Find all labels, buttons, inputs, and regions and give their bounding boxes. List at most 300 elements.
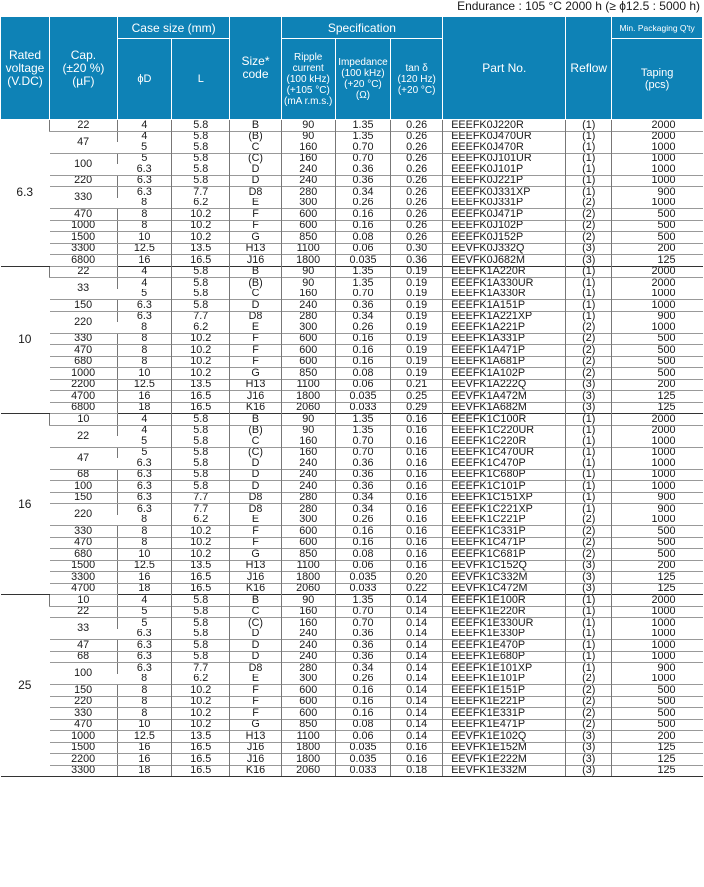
cell-taping: 2000 — [612, 278, 703, 289]
cell-phi-d: 8 — [117, 526, 171, 538]
table-row — [1, 131, 703, 142]
cell-length: 7.7 — [172, 504, 230, 515]
cell-ripple-current: 600 — [281, 220, 335, 232]
cell-part-no: EEEFK1C471P — [443, 537, 566, 549]
cell-length: 5.8 — [172, 289, 230, 300]
cell-part-no: EEVFK1C472M — [443, 583, 566, 595]
cell-ripple-current: 1800 — [281, 572, 335, 584]
cell-part-no: EEEFK0J102P — [443, 220, 566, 232]
cell-part-no: EEEFK1C151XP — [443, 492, 566, 504]
cell-part-no: EEEFK1A471P — [443, 345, 566, 357]
cell-part-no: EEEFK1A151P — [443, 300, 566, 312]
cell-reflow: (2) — [566, 232, 612, 244]
cell-phi-d: 12.5 — [117, 731, 171, 743]
cell-reflow: (1) — [566, 481, 612, 493]
cell-size-code: D — [230, 469, 281, 481]
cell-tan-delta: 0.16 — [391, 549, 443, 561]
cell-taping: 900 — [612, 663, 703, 674]
cell-ripple-current: 1800 — [281, 742, 335, 754]
cell-size-code: B — [230, 595, 281, 607]
cell-phi-d: 8 — [117, 696, 171, 708]
cell-length: 5.8 — [172, 164, 230, 175]
cell-ripple-current: 160 — [281, 447, 335, 458]
cell-length: 10.2 — [172, 719, 230, 731]
cell-part-no: EEVFK0J332Q — [443, 243, 566, 255]
header-text: (±20 %) — [62, 60, 105, 75]
cell-capacitance: 330 — [50, 708, 118, 720]
header-taping — [612, 39, 703, 120]
cell-part-no: EEEFK1E100R — [443, 595, 566, 607]
cell-capacitance: 22 — [50, 425, 118, 447]
cell-size-code: K16 — [230, 583, 281, 595]
cell-part-no: EEEFK1E470P — [443, 640, 566, 652]
cell-taping: 1000 — [612, 640, 703, 652]
cell-tan-delta: 0.19 — [391, 368, 443, 380]
cell-taping: 500 — [612, 708, 703, 720]
cell-part-no: EEEFK1E331P — [443, 708, 566, 720]
cell-part-no: EEEFK0J220R — [443, 120, 566, 132]
cell-length: 5.8 — [172, 436, 230, 447]
cell-length: 5.8 — [172, 640, 230, 652]
cell-phi-d: 6.3 — [117, 481, 171, 493]
cell-ripple-current: 2060 — [281, 765, 335, 777]
cell-phi-d: 8 — [141, 197, 148, 209]
cell-impedance: 0.34 — [335, 187, 390, 198]
cell-ripple-current: 600 — [281, 708, 335, 720]
cell-impedance: 1.35 — [335, 131, 390, 142]
cell-capacitance: 220 — [50, 504, 118, 526]
cell-capacitance: 4700 — [50, 391, 118, 403]
table-row — [1, 560, 703, 572]
cell-reflow: (1) — [566, 164, 612, 175]
cell-impedance: 0.035 — [335, 754, 390, 766]
cell-size-code: G — [230, 232, 281, 244]
cell-part-no: EEEFK0J101P — [443, 164, 566, 175]
table-row — [1, 333, 703, 345]
cell-tan-delta: 0.16 — [391, 537, 443, 549]
cell-ripple-current: 90 — [281, 595, 335, 607]
cell-ripple-current: 280 — [281, 311, 335, 322]
cell-ripple-current: 850 — [281, 549, 335, 561]
cell-length: 10.2 — [172, 333, 230, 345]
cell-capacitance: 1000 — [50, 731, 118, 743]
cell-taping: 2000 — [612, 595, 703, 607]
cell-part-no: EEEFK0J331XP — [443, 187, 566, 198]
cell-tan-delta: 0.14 — [391, 719, 443, 731]
cell-phi-d: 8 — [117, 685, 171, 697]
cell-taping: 200 — [612, 243, 703, 255]
cell-length: 10.2 — [172, 368, 230, 380]
cell-size-code: F — [230, 537, 281, 549]
cell-tan-delta: 0.26 — [391, 142, 443, 153]
cell-capacitance: 1500 — [50, 232, 118, 244]
cell-phi-d: 8 — [117, 356, 171, 368]
cell-size-code: D — [230, 629, 281, 640]
cell-capacitance: 68 — [50, 469, 118, 481]
table-row — [1, 537, 703, 549]
cell-taping: 500 — [612, 537, 703, 549]
cell-size-code: D — [230, 164, 281, 175]
cell-ripple-current: 240 — [281, 175, 335, 187]
cell-reflow: (2) — [566, 537, 612, 549]
cell-tan-delta: 0.26 — [391, 220, 443, 232]
cell-ripple-current: 280 — [281, 504, 335, 515]
table-row — [1, 663, 703, 674]
cell-capacitance: 10 — [50, 595, 118, 607]
cell-phi-d: 6.3 — [117, 651, 171, 663]
cell-ripple-current: 240 — [281, 164, 335, 175]
cell-part-no: EEEFK1E101XP — [443, 663, 566, 674]
cell-tan-delta: 0.19 — [391, 300, 443, 312]
cell-taping: 1000 — [612, 300, 703, 312]
cell-impedance: 0.36 — [335, 300, 390, 312]
cell-impedance: 0.70 — [335, 153, 390, 164]
cell-phi-d: 8 — [117, 220, 171, 232]
cell-capacitance: 680 — [50, 549, 118, 561]
header-phi-d: ϕD — [117, 39, 171, 120]
cell-length: 16.5 — [172, 583, 230, 595]
cell-part-no: EEVFK1C152Q — [443, 560, 566, 572]
cell-ripple-current: 850 — [281, 232, 335, 244]
table-row — [1, 255, 703, 267]
cell-impedance: 0.16 — [335, 537, 390, 549]
cell-taping: 2000 — [612, 131, 703, 142]
cell-ripple-current: 90 — [281, 131, 335, 142]
cell-taping: 200 — [612, 379, 703, 391]
cell-capacitance: 47 — [50, 131, 118, 153]
cell-reflow: (3) — [566, 731, 612, 743]
cell-size-code: D8 — [230, 492, 281, 504]
cell-phi-d: 6.3 — [117, 492, 171, 504]
cell-ripple-current: 600 — [281, 345, 335, 357]
table-row — [1, 549, 703, 561]
cell-phi-d: 6.3 — [117, 300, 171, 312]
cell-taping: 1000 — [612, 458, 703, 469]
cell-taping: 500 — [612, 526, 703, 538]
cell-impedance: 0.08 — [335, 719, 390, 731]
header-tan-delta — [391, 39, 443, 120]
cell-capacitance: 4700 — [50, 583, 118, 595]
cell-capacitance: 3300 — [50, 572, 118, 584]
cell-part-no: EEEFK1C221XP — [443, 504, 566, 515]
cell-reflow: (1) — [566, 447, 612, 458]
cell-taping: 1000 — [612, 142, 703, 153]
cell-taping: 500 — [612, 209, 703, 221]
cell-impedance: 1.35 — [335, 278, 390, 289]
cell-part-no: EEEFK1A102P — [443, 368, 566, 380]
cell-length: 6.2 — [172, 674, 230, 685]
cell-phi-d: 8 — [117, 708, 171, 720]
cell-impedance: 0.16 — [335, 333, 390, 345]
cell-length: 5.8 — [172, 425, 230, 436]
cell-tan-delta: 0.25 — [391, 391, 443, 403]
cell-taping: 1000 — [612, 674, 703, 685]
cell-size-code: K16 — [230, 765, 281, 777]
cell-ripple-current: 850 — [281, 368, 335, 380]
cell-phi-d: 4 — [117, 131, 171, 142]
cell-rated-voltage: 6.3 — [1, 120, 50, 267]
cell-taping: 125 — [612, 255, 703, 267]
cell-length: 5.8 — [172, 481, 230, 493]
cell-part-no: EEVFK1C332M — [443, 572, 566, 584]
cell-reflow: (2) — [566, 674, 612, 685]
cell-reflow: (1) — [566, 436, 612, 447]
cell-reflow: (2) — [566, 708, 612, 720]
cell-taping: 1000 — [612, 175, 703, 187]
table-row — [1, 651, 703, 663]
cell-impedance: 0.16 — [335, 526, 390, 538]
cell-impedance: 0.06 — [335, 731, 390, 743]
cell-tan-delta: 0.20 — [391, 572, 443, 584]
cell-tan-delta: 0.16 — [391, 754, 443, 766]
header-text: Taping — [640, 67, 674, 79]
cell-part-no: EEEFK0J152P — [443, 232, 566, 244]
cell-part-no: EEEFK1A220R — [443, 266, 566, 278]
cell-phi-d: 18 — [117, 765, 171, 777]
cell-phi-d: 12.5 — [117, 379, 171, 391]
header-text: voltage — [5, 60, 45, 75]
header-text: Size* — [241, 54, 270, 68]
cell-taping: 1000 — [612, 322, 703, 333]
cell-size-code: D — [230, 300, 281, 312]
cell-tan-delta: 0.16 — [391, 515, 443, 526]
cell-taping: 1000 — [612, 651, 703, 663]
cell-taping: 2000 — [612, 414, 703, 426]
table-row — [1, 175, 703, 187]
cell-size-code: C — [230, 436, 281, 447]
cell-size-code: D8 — [230, 504, 281, 515]
cell-length: 5.8 — [172, 469, 230, 481]
cell-phi-d: 5 — [117, 606, 171, 618]
cell-phi-d: 8 — [117, 333, 171, 345]
cell-capacitance: 470 — [50, 719, 118, 731]
cell-tan-delta: 0.16 — [391, 560, 443, 572]
cell-tan-delta: 0.16 — [391, 526, 443, 538]
cell-capacitance: 470 — [50, 537, 118, 549]
cell-taping: 500 — [612, 719, 703, 731]
header-reflow: Reflow — [566, 17, 612, 120]
cell-tan-delta: 0.16 — [391, 425, 443, 436]
cell-taping: 500 — [612, 232, 703, 244]
cell-reflow: (1) — [566, 504, 612, 515]
cell-tan-delta: 0.26 — [391, 175, 443, 187]
cell-ripple-current: 2060 — [281, 583, 335, 595]
cell-size-code: H13 — [230, 560, 281, 572]
cell-length: 7.7 — [172, 492, 230, 504]
capacitor-spec-table-wrapper — [0, 16, 703, 777]
cell-part-no: EEEFK1E471P — [443, 719, 566, 731]
cell-reflow: (3) — [566, 583, 612, 595]
cell-impedance: 0.36 — [335, 481, 390, 493]
cell-tan-delta: 0.14 — [391, 629, 443, 640]
cell-ripple-current: 240 — [281, 469, 335, 481]
cell-impedance: 0.70 — [335, 289, 390, 300]
cell-tan-delta: 0.16 — [391, 469, 443, 481]
cell-impedance: 0.08 — [335, 232, 390, 244]
cell-tan-delta: 0.26 — [391, 153, 443, 164]
cell-taping: 500 — [612, 220, 703, 232]
cell-phi-d: 6.3 — [117, 175, 171, 187]
cell-ripple-current: 160 — [281, 436, 335, 447]
cell-length: 7.7 — [172, 663, 230, 674]
cell-reflow: (1) — [566, 266, 612, 278]
cell-reflow: (2) — [566, 333, 612, 345]
cell-reflow: (3) — [566, 572, 612, 584]
cell-ripple-current: 1100 — [281, 560, 335, 572]
header-text: (120 Hz) — [397, 73, 436, 85]
cell-impedance: 0.16 — [335, 685, 390, 697]
cell-length: 16.5 — [172, 572, 230, 584]
cell-ripple-current: 1100 — [281, 379, 335, 391]
table-row — [1, 447, 703, 458]
cell-length: 5.8 — [172, 120, 230, 132]
cell-ripple-current: 1100 — [281, 731, 335, 743]
cell-taping: 125 — [612, 742, 703, 754]
cell-taping: 500 — [612, 549, 703, 561]
cell-ripple-current: 240 — [281, 651, 335, 663]
cell-phi-d: 10 — [117, 719, 171, 731]
cell-capacitance: 2200 — [50, 754, 118, 766]
header-size-code — [230, 17, 281, 120]
cell-tan-delta: 0.19 — [391, 333, 443, 345]
cell-size-code: B — [230, 414, 281, 426]
cell-capacitance: 1500 — [50, 742, 118, 754]
table-row — [1, 243, 703, 255]
cell-length: 5.8 — [172, 595, 230, 607]
cell-size-code: H13 — [230, 379, 281, 391]
cell-taping: 1000 — [612, 198, 703, 209]
cell-capacitance: 3300 — [50, 243, 118, 255]
cell-part-no: EEEFK1C470UR — [443, 447, 566, 458]
cell-taping: 1000 — [612, 606, 703, 618]
cell-capacitance: 68 — [50, 651, 118, 663]
cell-taping: 1000 — [612, 515, 703, 526]
cell-size-code: J16 — [230, 391, 281, 403]
cell-ripple-current: 90 — [281, 266, 335, 278]
cell-tan-delta: 0.26 — [391, 209, 443, 221]
cell-impedance: 0.16 — [335, 708, 390, 720]
cell-tan-delta: 0.14 — [391, 618, 443, 629]
cell-part-no: EEVFK0J682M — [443, 255, 566, 267]
cell-taping: 1000 — [612, 289, 703, 300]
cell-tan-delta: 0.16 — [391, 414, 443, 426]
cell-reflow: (3) — [566, 560, 612, 572]
table-row — [1, 300, 703, 312]
cell-ripple-current: 240 — [281, 458, 335, 469]
header-text: Ripple — [294, 51, 323, 63]
cell-phi-d: 5 — [117, 447, 171, 458]
cell-part-no: EEVFK1E222M — [443, 754, 566, 766]
cell-tan-delta: 0.16 — [391, 504, 443, 515]
cell-length: 7.7 — [172, 187, 230, 198]
cell-reflow: (2) — [566, 549, 612, 561]
cell-size-code: D — [230, 481, 281, 493]
cell-part-no: EEEFK0J470UR — [443, 131, 566, 142]
cell-part-no: EEVFK1A472M — [443, 391, 566, 403]
cell-ripple-current: 160 — [281, 142, 335, 153]
cell-taping: 500 — [612, 368, 703, 380]
table-row — [1, 731, 703, 743]
cell-capacitance: 330 — [50, 333, 118, 345]
cell-part-no: EEEFK0J221P — [443, 175, 566, 187]
cell-ripple-current: 160 — [281, 606, 335, 618]
cell-impedance: 0.70 — [335, 618, 390, 629]
cell-impedance: 0.035 — [335, 255, 390, 267]
cell-phi-d: 4 — [117, 414, 171, 426]
cell-tan-delta: 0.19 — [391, 266, 443, 278]
cell-length: 7.7 — [172, 311, 230, 322]
cell-impedance: 0.033 — [335, 402, 390, 414]
cell-reflow: (2) — [566, 685, 612, 697]
cell-reflow: (1) — [566, 289, 612, 300]
cell-tan-delta: 0.16 — [391, 481, 443, 493]
cell-phi-d: 8 — [141, 514, 148, 526]
cell-taping: 2000 — [612, 120, 703, 132]
header-text: (Ω) — [355, 90, 371, 101]
cell-tan-delta: 0.14 — [391, 606, 443, 618]
cell-part-no: EEEFK1C331P — [443, 526, 566, 538]
cell-part-no: EEEFK1C220UR — [443, 425, 566, 436]
cell-ripple-current: 600 — [281, 333, 335, 345]
cell-reflow: (3) — [566, 255, 612, 267]
cell-size-code: F — [230, 685, 281, 697]
cell-phi-d: 8 — [141, 322, 148, 333]
cell-tan-delta: 0.16 — [391, 492, 443, 504]
header-length: L — [172, 39, 230, 120]
cell-length: 10.2 — [172, 526, 230, 538]
cell-ripple-current: 160 — [281, 289, 335, 300]
cell-impedance: 0.36 — [335, 651, 390, 663]
header-text: (µF) — [72, 73, 95, 88]
cell-part-no: EEEFK1A330UR — [443, 278, 566, 289]
cell-ripple-current: 300 — [281, 515, 335, 526]
cell-reflow: (1) — [566, 120, 612, 132]
cell-length: 10.2 — [172, 356, 230, 368]
header-text: (+20 °C) — [397, 84, 436, 96]
cell-phi-d: 4 — [117, 595, 171, 607]
header-text: current — [292, 62, 324, 74]
cell-reflow: (3) — [566, 754, 612, 766]
cell-ripple-current: 240 — [281, 629, 335, 640]
cell-ripple-current: 300 — [281, 198, 335, 209]
cell-tan-delta: 0.19 — [391, 345, 443, 357]
table-header — [1, 17, 703, 120]
cell-length: 10.2 — [172, 549, 230, 561]
cell-size-code: F — [230, 220, 281, 232]
cell-phi-d: 8 — [117, 345, 171, 357]
cell-ripple-current: 160 — [281, 153, 335, 164]
cell-taping: 125 — [612, 402, 703, 414]
cell-impedance: 0.06 — [335, 243, 390, 255]
cell-reflow: (1) — [566, 663, 612, 674]
cell-part-no: EEEFK1A331P — [443, 333, 566, 345]
cell-size-code: (C) — [230, 447, 281, 458]
table-row — [1, 618, 703, 629]
cell-reflow: (1) — [566, 414, 612, 426]
cell-ripple-current: 280 — [281, 663, 335, 674]
cell-part-no: EEVFK1E152M — [443, 742, 566, 754]
cell-size-code: E — [230, 515, 281, 526]
cell-reflow: (2) — [566, 198, 612, 209]
cell-impedance: 0.36 — [335, 640, 390, 652]
cell-reflow: (2) — [566, 345, 612, 357]
table-row — [1, 583, 703, 595]
cell-tan-delta: 0.16 — [391, 447, 443, 458]
endurance-note: Endurance : 105 °C 2000 h (≥ ϕ12.5 : 5000 h) — [457, 0, 700, 13]
cell-reflow: (1) — [566, 458, 612, 469]
cell-part-no: EEVFK1E102Q — [443, 731, 566, 743]
cell-tan-delta: 0.16 — [391, 458, 443, 469]
